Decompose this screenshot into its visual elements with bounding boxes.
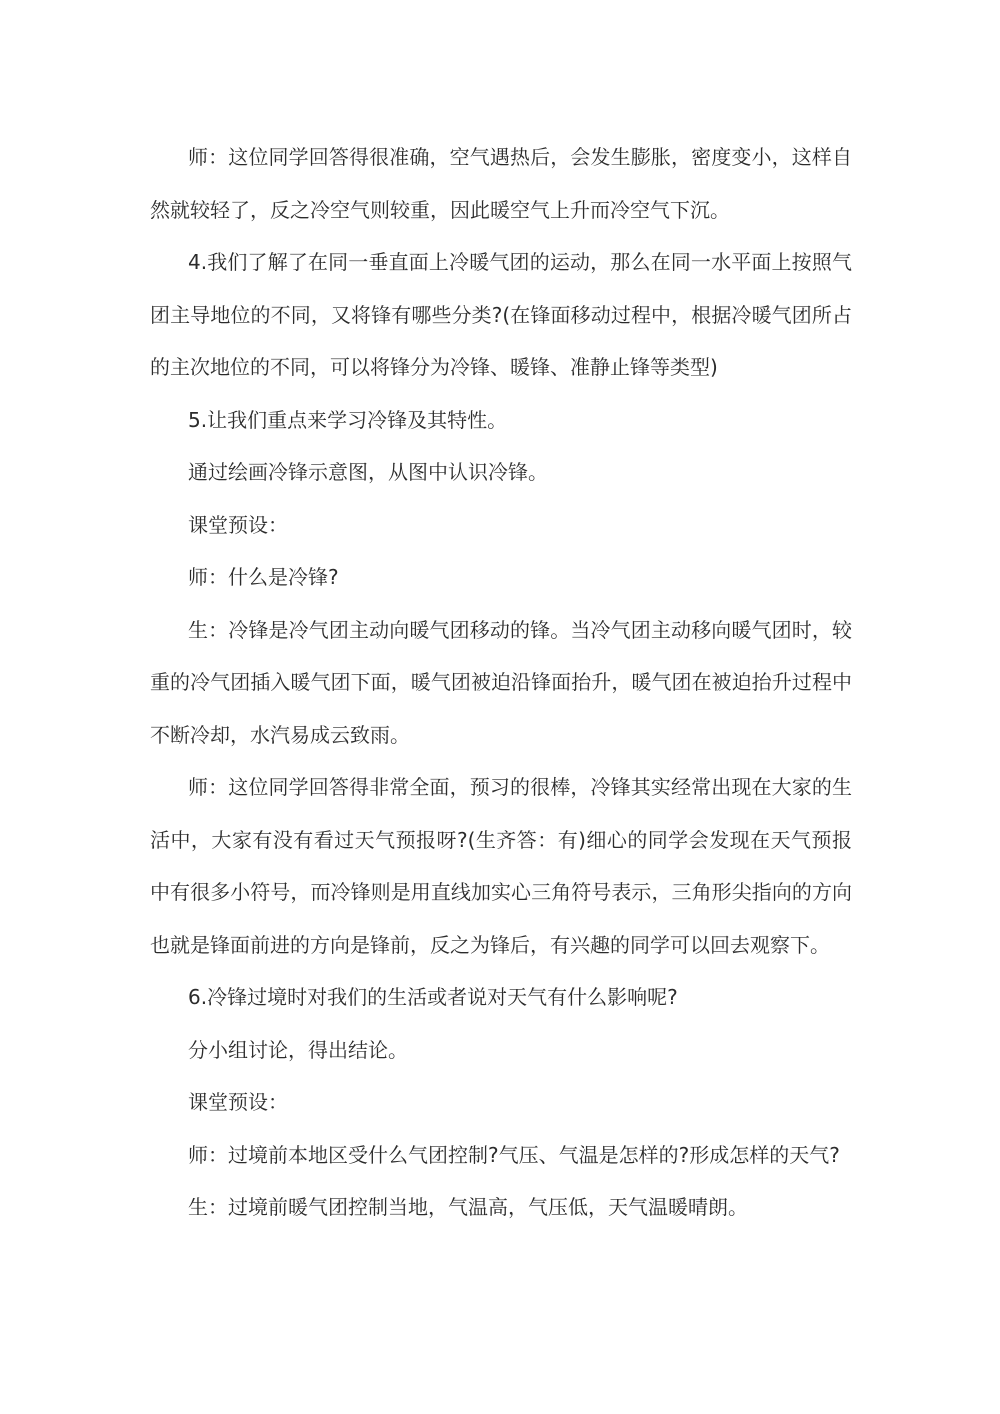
- paragraph-question-4: 4.我们了解了在同一垂直面上冷暖气团的运动，那么在同一水平面上按照气团主导地位的不同，又将锋有哪些分类?(在锋面移动过程中，根据冷暖气团所占的主次地位的不同，可以将锋分为冷锋、暖锋、准静止锋等类型): [150, 250, 852, 379]
- paragraph-item-5: 5.让我们重点来学习冷锋及其特性。: [188, 407, 508, 432]
- paragraph-student-answer-2: 生：过境前暖气团控制当地，气温高，气压低，天气温暖晴朗。: [188, 1195, 748, 1219]
- paragraph-group-discussion: 分小组讨论，得出结论。: [188, 1037, 408, 1062]
- paragraph-student-answer: 生：冷锋是冷气团主动向暖气团移动的锋。当冷气团主动移向暖气团时，较重的冷气团插入暖气团下面，暖气团被迫沿锋面抬升，暖气团在被迫抬升过程中不断冷却，水汽易成云致雨。: [150, 617, 852, 747]
- document-page: [150, 131, 852, 1234]
- paragraph-classroom-preset-1: 课堂预设：: [188, 512, 288, 537]
- paragraph-teacher-question-2: 师：过境前本地区受什么气团控制?气压、气温是怎样的?形成怎样的天气?: [188, 1142, 840, 1167]
- paragraph-teacher-explanation: 师：这位同学回答得很准确，空气遇热后，会发生膨胀，密度变小，这样自然就较轻了，反之冷空气则较重，因此暖空气上升而冷空气下沉。: [150, 145, 852, 222]
- paragraph-teacher-comment: 师：这位同学回答得非常全面，预习的很棒，冷锋其实经常出现在大家的生活中，大家有没有看过天气预报呀?(生齐答：有)细心的同学会发现在天气预报中有很多小符号，而冷锋则是用直线加实心三角符号表示，三角形尖指向的方向也就是锋面前进的方向是锋前，反之为锋后，有兴趣的同学可以回去观察下。: [150, 775, 852, 957]
- paragraph-drawing-instruction: 通过绘画冷锋示意图，从图中认识冷锋。: [188, 460, 548, 484]
- paragraph-classroom-preset-2: 课堂预设：: [188, 1090, 288, 1114]
- paragraph-question-6: 6.冷锋过境时对我们的生活或者说对天气有什么影响呢?: [188, 985, 678, 1009]
- paragraph-teacher-question: 师：什么是冷锋?: [188, 565, 339, 589]
